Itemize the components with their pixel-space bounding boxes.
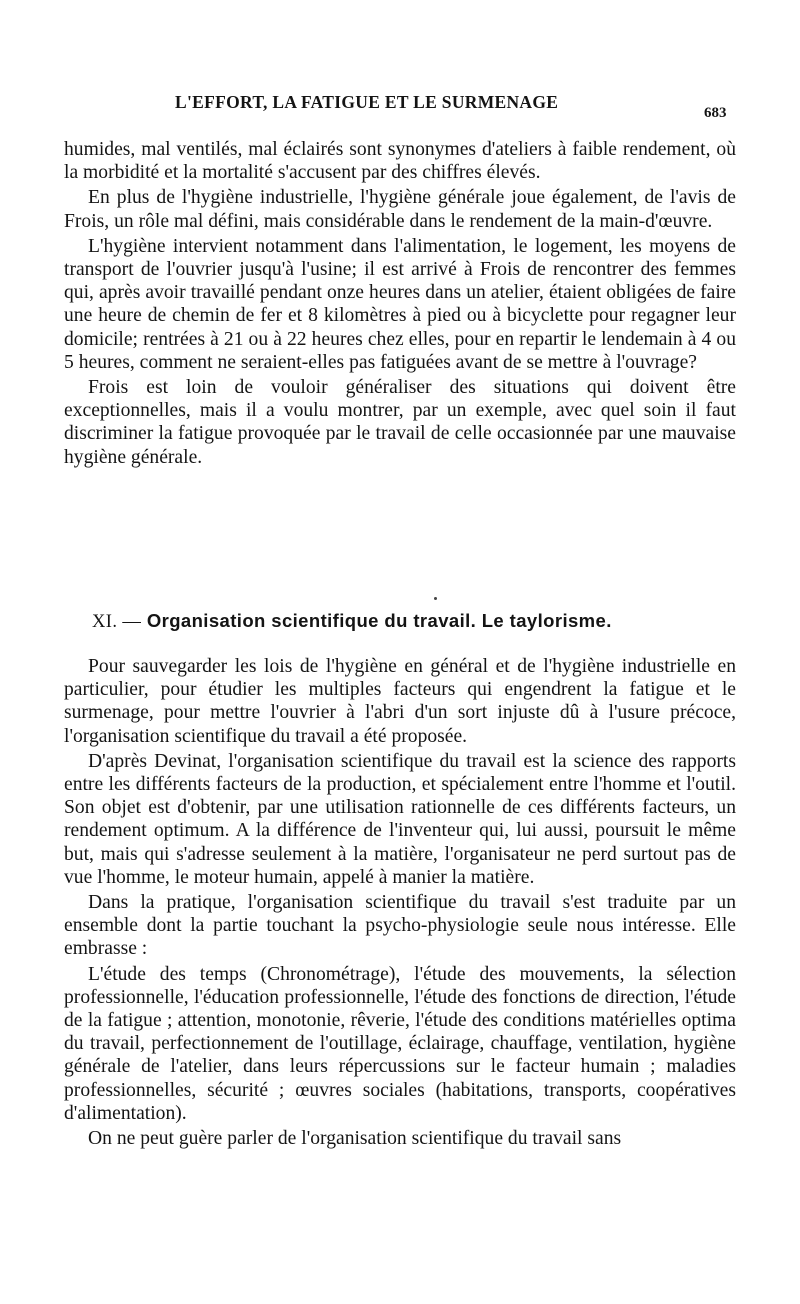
paragraph: Pour sauvegarder les lois de l'hygiène en général et de l'hygiène industrielle en particulier, pour étudier les multiples facteurs qui engendrent la fatigue et le surmenage, pour mettre l'ouvrier à l'abri d'un sort injuste dû à l'usure précoce, l'organisation scientifique du travail a été proposée. (64, 656, 736, 747)
print-speck (434, 597, 437, 600)
text-block-section-xi (64, 655, 736, 1152)
paragraph: En plus de l'hygiène industrielle, l'hygiène générale joue également, de l'avis de Frois, un rôle mal défini, mais considérable dans le rendement de la main-d'œuvre. (64, 187, 736, 232)
paragraph: On ne peut guère parler de l'organisation scientifique du travail sans (88, 1128, 622, 1150)
section-title: Organisation scientifique du travail. Le taylorisme. (146, 610, 612, 631)
section-heading (92, 610, 732, 633)
running-header: L'EFFORT, LA FATIGUE ET LE SURMENAGE (175, 92, 559, 112)
section-number: XI. — (92, 612, 142, 632)
paragraph-continued: humides, mal ventilés, mal éclairés sont synonymes d'ateliers à faible rendement, où la morbidité et la mortalité s'accusent par des chiffres élevés. (64, 139, 736, 184)
text-block-before-section (64, 138, 736, 471)
page-number: 683 (704, 105, 727, 121)
paragraph: L'hygiène intervient notamment dans l'alimentation, le logement, les moyens de transport de l'ouvrier jusqu'à l'usine; il est arrivé à Frois de rencontrer des femmes qui, après avoir travaillé pendant onze heures dans un atelier, étaient obligées de faire une heure de chemin de fer et 8 kilomètres à pied ou à bicyclette pour regagner leur domicile; rentrées à 21 ou à 22 heures chez elles, pour en repartir le lendemain à 4 ou 5 heures, comment ne seraient-elles pas fatiguées avant de se mettre à l'ouvrage? (64, 235, 736, 373)
paragraph: D'après Devinat, l'organisation scientifique du travail est la science des rapports entre les différents facteurs de la production, et spécialement entre l'homme et l'outil. Son objet est d'obtenir, par une utilisation rationnelle de ces différents facteurs, un rendement optimum. A la différence de l'inventeur qui, lui aussi, poursuit le même but, mais qui s'adresse seulement à la matière, l'organisateur ne perd surtout pas de vue l'homme, le moteur humain, appelé à manier la matière. (64, 750, 736, 888)
paragraph: Dans la pratique, l'organisation scientifique du travail s'est traduite par un ensemble dont la partie touchant la psycho-physiologie seule nous intéresse. Elle embrasse : (64, 892, 736, 960)
paragraph: L'étude des temps (Chronométrage), l'étude des mouvements, la sélection professionnelle, l'éducation professionnelle, l'étude des fonctions de direction, l'étude de la fatigue ; attention, monotonie, rêverie, l'étude des conditions matérielles optima du travail, perfectionnement de l'outillage, éclairage, chauffage, ventilation, hygiène générale de l'atelier, dans leurs répercussions sur le facteur humain ; maladies professionnelles, sécurité ; œuvres sociales (habitations, transports, coopératives d'alimentation). (64, 963, 736, 1124)
paragraph: Frois est loin de vouloir généraliser des situations qui doivent être exceptionnelles, mais il a voulu montrer, par un exemple, avec quel soin il faut discriminer la fatigue provoquée par le travail de celle occasionnée par une mauvaise hygiène générale. (64, 377, 736, 468)
